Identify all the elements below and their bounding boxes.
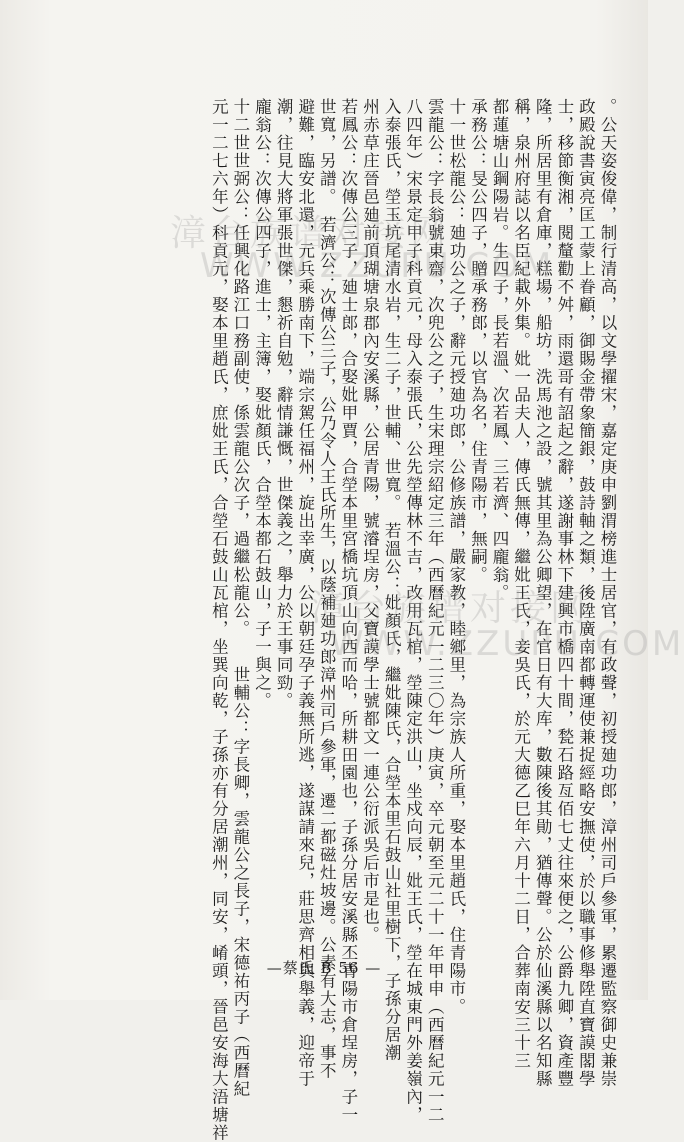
text-column: 元一二七六年）科貢元，娶本里趙氏，庶妣王氏，合塋石鼓山瓦棺，坐巽向乾，子孫亦有分居潮州，同安，崤頭，晉邑安海大浯塘祥 — [209, 98, 229, 1142]
text-column: 承務公：旻公四子，贈承務郎，以官為名，住青陽市，無嗣。 — [468, 98, 488, 584]
text-column: 隆，所居里有倉庫，糕場，船坊，洗馬池之設，號其里為公卿望，在官日有大库，數陳後其勛，猶傳聲。公於仙溪縣以名知縣 — [533, 98, 553, 1088]
text-column: 州赤草庄晉邑廸前頂瑚塘泉郡內安溪縣，公居青陽，號濬埕房，父寶謨學士號都文一連公衍派吳后市是也。 — [360, 98, 380, 944]
text-column: 入泰張氏，塋玉坑尾清水岩，生二子，世輔、世寬。 若溫公：妣顏氏，繼妣陳氏，合塋本里石鼓山社里樹下，子孫分居潮 — [382, 98, 402, 1062]
page-footer-label: —蔡氏 B 56 — — [266, 959, 382, 977]
text-column: 潮，往見大將軍張世傑，懇祈自勉，辭情謙慨，世傑義之，舉力於王事同勁。 — [274, 98, 294, 710]
text-column: 避難，臨安北還，元兵乘勝南下，端宗駕任福州，旋出幸廣，公以朝廷孕子義無所逃，遂謀請來兒，莊思齊相與舉義，迎帝于 — [295, 98, 315, 1088]
text-column: 龐翁公：次傳公四子，進士，主簿，娶妣顏氏，合塋本都石鼓山，子一與之。 — [252, 98, 272, 710]
text-column: 稱，泉州府誌以名臣紀載外集。妣一品夫人，傳氏無傳，繼妣王氏，妾吳氏，於元大德乙巳年六月十二日，合葬南安三十三 — [511, 98, 531, 1070]
text-column: 雲龍公：字長翁號東齋，次兜公之子，生宋理宗紹定三年（西曆紀元一二三〇年）庚寅，卒元朝至元二十一年甲申（西曆紀元一二 — [425, 98, 445, 1124]
watermark-upper-url: WWW.ZZUPU.COM — [200, 246, 555, 286]
text-column: 世寬，另譜。 若濟公：次傳公三子，公乃令人王氏所生，以蔭補廸功郎漳州司戶參軍，遷二都磁灶坡邊。公素有大志，事不 — [317, 98, 337, 1080]
text-column: 十二世世弼公：任興化路江口務副使，係雲龍公次子，過繼松龍公。 世輔公：字長卿，雲龍公之長子，宋德祐丙子（西曆紀 — [230, 98, 250, 1098]
text-column: 政殿說書寅亮匡工蒙上眷顧，御賜金帶象簡銀，鼓詩軸之類，後陞廣南都轉運使兼捉經略安撫使，於以職事修舉陞直寶謨閣學 — [576, 98, 596, 1088]
text-column: 十一世松龍公：廸功公之子，辭元授廸功郎，公修族譜，嚴家教，睦鄉里，為宗族人所重，娶本里趙氏，住青陽市。 — [446, 98, 466, 1016]
text-column: 士，移節衡湘，閱釐勸不舛，雨還哥有詔起之辭，遂謝事林下建興市橋四十間，甃石路亙佰七丈往來便之，公爵九卿，資產豐 — [554, 98, 574, 1088]
watermark-lower-title: 漳台族谱对接网 — [310, 588, 591, 629]
text-column: 都蓮塘山鋼陽岩。生四子，長若溫、次若鳳、三若濟、四龐翁。 — [490, 98, 510, 602]
text-column: 。公天姿俊偉，制行清高，以文學擢宋，嘉定庚申劉渭榜進士居官，有政聲，初授廸功郎，漳州司戶參軍，累遷監察御史兼崇 — [598, 98, 617, 1088]
text-column: 若鳳公：次傳公三子，廸士郎，合娶妣甲賈，合塋本里宮橋坑頂山向西而哈，所耕田園也，子孫分居安溪縣丕青陽市倉埕房，子一 — [338, 98, 358, 1124]
watermark-upper-title: 漳台族谱对接网 — [170, 213, 451, 254]
watermark-lower-url: WWW.ZZUPU.COM — [330, 624, 684, 664]
text-column: 八四年）宋景定甲子科貢元，母入泰張氏，公先塋傳林不吉，改用瓦棺，塋陳定洪山，坐戍向辰，妣王氏，塋在城東門外姜嶺內， — [403, 98, 423, 1124]
